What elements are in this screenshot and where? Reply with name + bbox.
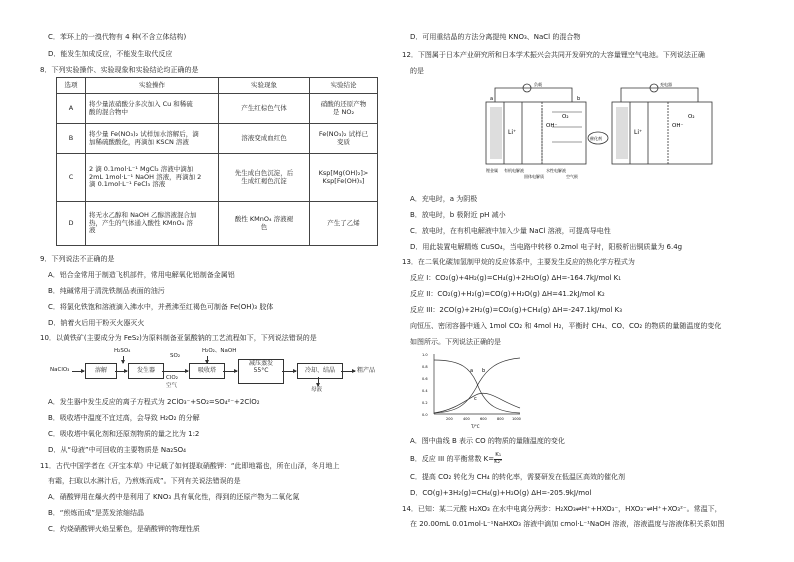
- option-text: C．苯环上的一溴代物有 4 种(不含立体结构): [48, 33, 187, 41]
- table-header-row: [57, 78, 378, 94]
- conclusion-cell: 产生了乙烯: [310, 202, 378, 246]
- option-text: A．充电时，a 为阴极: [410, 195, 478, 203]
- option-text: B．纯碱常用于清洗铁制品表面的油污: [48, 287, 165, 295]
- option-text: D．钠着火后用干粉灭火器灭火: [48, 319, 145, 327]
- option-text: A．发生器中发生反应的离子方程式为 2ClO₃⁻+SO₂=SO₄²⁻+2ClO₂: [48, 398, 260, 406]
- option-text: B．“煎炼而成”是蒸发浓缩结晶: [48, 509, 145, 517]
- diagram-label: 固体电解质: [524, 174, 544, 179]
- diagram-label: 负载: [534, 82, 542, 87]
- curve-c-label: c: [474, 396, 477, 402]
- option-text: A．图中曲线 B 表示 CO 的物质的量随温度的变化: [410, 437, 565, 445]
- flow-start-label: NaClO₃: [50, 367, 70, 373]
- table-row: [57, 94, 378, 124]
- flow-box-evaporation: 减压蒸发 55°C: [238, 359, 284, 384]
- curve-b: [434, 358, 520, 413]
- option-text: D．用此装置电解精炼 CuSO₄，当电路中转移 0.2mol 电子时，阳极析出铜质量为 6.4g: [410, 243, 683, 251]
- conclusion-cell: Ksp[Mg(OH)₂]> Ksp[Fe(OH)₃]: [310, 154, 378, 202]
- table-row: [57, 124, 378, 154]
- question-8-stem: 8．下列实验操作、实验现象和实验结论均正确的是: [40, 66, 199, 74]
- option-text: C．将氯化铁饱和溶液滴入沸水中，并煮沸至红褐色可制备 Fe(OH)₃ 胶体: [48, 303, 274, 311]
- diagram-label: 空气极: [566, 174, 578, 179]
- option-text: C．放电时，在有机电解液中加入少量 NaCl 溶液，可提高导电性: [410, 227, 611, 235]
- question-14-stem-cont: 在 20.00mL 0.01mol·L⁻¹NaHXO₃ 溶液中滴加 cmol·L⁻¹NaOH 溶液，溶液温度与溶液体积关系如图: [410, 520, 725, 528]
- table-header: 实验现象: [219, 78, 310, 94]
- table-header: 选项: [57, 78, 86, 94]
- y-tick-label: 1.0: [422, 353, 428, 357]
- flow-arrow: [223, 371, 237, 372]
- reaction-equation: 反应 II：CO₂(g)+H₂(g)=CO(g)+H₂O(g) ΔH=41.2kJ/mol K₂: [410, 290, 605, 298]
- question-13-stem-cont: 向恒压、密闭容器中通入 1mol CO₂ 和 4mol H₂，平衡时 CH₄、CO、CO₂ 的物质的量随温度的变化: [410, 322, 722, 330]
- anode-label: a: [490, 96, 494, 102]
- flow-arrow: [115, 371, 127, 372]
- option-text: [410, 453, 502, 465]
- flow-end-label: 粗产品: [357, 367, 376, 374]
- hydroxide-label: OH⁻: [672, 123, 684, 129]
- x-tick-label: 1000: [512, 417, 521, 421]
- question-10-stem: 10．以黄铁矿(主要成分为 FeS₂)为原料制备亚氯酸钠的工艺流程如下，下列说法错误的是: [40, 334, 317, 342]
- reaction-equation: 反应 I：CO₂(g)+4H₂(g)=CH₄(g)+2H₂O(g) ΔH=-164.7kJ/mol K₁: [410, 274, 622, 282]
- reaction-equation: 反应 III：2CO(g)+2H₂(g)=CO₂(g)+CH₄(g) ΔH=-247.1kJ/mol K₃: [410, 306, 623, 314]
- option-text: C．提高 CO₂ 转化为 CH₄ 的转化率，需要研发在低温区高效的催化剂: [410, 473, 625, 481]
- table-header: 实验操作: [86, 78, 219, 94]
- left-column: [40, 0, 410, 562]
- option-cell: B: [57, 124, 86, 154]
- oxygen-label: O₂: [688, 114, 695, 120]
- flow-arrow: [207, 356, 208, 363]
- hydroxide-label: OH⁻: [546, 123, 558, 129]
- diagram-label: 水性电解液: [546, 168, 566, 173]
- option-cell: D: [57, 202, 86, 246]
- x-tick-label: 600: [480, 417, 487, 421]
- cathode-label: b: [577, 96, 581, 102]
- question-11-stem-cont: 有霜，扫取以水淋汁后，乃煎炼而成”。下列有关说法错误的是: [48, 477, 241, 485]
- option-text: C．吸收塔中氧化剂和还原剂物质的量之比为 1:2: [48, 430, 200, 438]
- option-text: D．可用重结晶的方法分离提纯 KNO₃、NaCl 的混合物: [410, 33, 581, 41]
- flow-intermediate-label: 空气: [166, 383, 178, 389]
- conclusion-cell: Fe(NO₃)₂ 试样已 变质: [310, 124, 378, 154]
- experiment-table: [56, 77, 378, 246]
- fraction-numerator: K₁: [495, 452, 502, 458]
- table-row: [57, 154, 378, 202]
- flow-reagent-label: H₂O₂、NaOH: [202, 348, 237, 354]
- option-text: D．从“母液”中可回收的主要物质是 Na₂SO₄: [48, 446, 186, 454]
- x-tick-label: 400: [463, 417, 470, 421]
- question-13-stem: 13．在二氧化碳加氢制甲烷的反应体系中，主要发生反应的热化学方程式为: [402, 258, 635, 266]
- question-12-stem: 12．下图属于日本产业研究所和日本学术振兴会共同开发研究的大容量锂空气电池。下列说法正确: [402, 51, 705, 59]
- x-tick-label: 200: [446, 417, 453, 421]
- flow-intermediate-label: ClO₂: [166, 375, 178, 381]
- option-text: C．灼烧硝酸钾火焰呈紫色，是硝酸钾的物理性质: [48, 525, 200, 533]
- option-text: A．硝酸钾用在爆火药中是利用了 KNO₃ 具有氧化性，得到的还原产物为二氧化氮: [48, 493, 300, 501]
- question-12-stem-cont: 的是: [410, 67, 424, 75]
- flow-reagent-label: H₂SO₄: [114, 348, 131, 354]
- option-text: D．CO(g)+3H₂(g)=CH₄(g)+H₂O(g) ΔH=-205.9kJ/mol: [410, 489, 592, 497]
- y-tick-label: 0.0: [422, 413, 428, 417]
- operation-cell: 将少量 Fe(NO₃)₂ 试样加水溶解后，滴 加稀硫酸酸化，再滴加 KSCN 溶液: [86, 124, 219, 154]
- option-text: B．放电时，b 极附近 pH 减小: [410, 211, 506, 219]
- option-text: B．吸收塔中温度不宜过高，会导致 H₂O₂ 的分解: [48, 414, 200, 422]
- y-tick-label: 0.4: [422, 389, 428, 393]
- diagram-label: 充电器: [660, 82, 672, 87]
- phenomenon-cell: 先生成白色沉淀，后 生成红褐色沉淀: [219, 154, 310, 202]
- phenomenon-cell: 产生红棕色气体: [219, 94, 310, 124]
- flow-box-absorber: 吸收塔: [189, 363, 225, 379]
- right-column: [402, 0, 772, 562]
- conclusion-cell: 硝酸的还原产物 是 NO₂: [310, 94, 378, 124]
- flow-arrow: [72, 371, 84, 372]
- x-tick-label: 800: [497, 417, 504, 421]
- phenomenon-cell: 酸性 KMnO₄ 溶液褪 色: [219, 202, 310, 246]
- flow-box-generator: 发生器: [128, 363, 164, 379]
- flow-box-crystallize: 冷却、结晶: [297, 363, 343, 379]
- diagram-label: 催化剂: [590, 136, 602, 141]
- oxygen-label: O₂: [562, 114, 569, 120]
- flow-reagent-label: SO₂: [170, 353, 181, 359]
- process-flow-diagram: [52, 348, 402, 398]
- option-text: A．铝合金常用于制造飞机部件，常用电解氧化铝制备金属铝: [48, 271, 235, 279]
- fraction-denominator: K₂²: [494, 458, 503, 465]
- curve-c: [434, 393, 520, 413]
- diagram-label: 锂金属: [486, 168, 498, 173]
- y-tick-label: 0.6: [422, 377, 428, 381]
- operation-cell: 将无水乙醇和 NaOH 乙醇溶液混合加 热，产生的气体通入酸性 KMnO₄ 溶 液: [86, 202, 219, 246]
- flow-arrow: [282, 371, 296, 372]
- question-9-stem: 9．下列说法不正确的是: [40, 255, 115, 263]
- option-cell: A: [57, 94, 86, 124]
- lithium-ion-label: Li⁺: [634, 129, 643, 136]
- option-text-prefix: B．反应 III 的平衡常数 K=: [410, 455, 495, 463]
- y-tick-label: 0.2: [422, 401, 428, 405]
- option-text: D．能发生加成反应，不能发生取代反应: [48, 50, 173, 58]
- x-axis-label: T/°C: [471, 424, 480, 429]
- flow-mother-liquor-label: 母液: [311, 387, 323, 393]
- flow-arrow: [162, 371, 188, 372]
- flow-box-dissolve: 溶解: [85, 363, 117, 379]
- option-cell: C: [57, 154, 86, 202]
- flow-arrow: [318, 377, 319, 386]
- table-header: 实验结论: [310, 78, 378, 94]
- lithium-ion-label: Li⁺: [508, 129, 517, 136]
- diagram-label: 有机电解液: [504, 168, 524, 173]
- table-row: [57, 202, 378, 246]
- operation-cell: 2 滴 0.1mol·L⁻¹ MgCl₂ 溶液中滴加 2mL 1mol·L⁻¹ NaOH 溶液，再滴加 2 滴 0.1mol·L⁻¹ FeCl₃ 溶液: [86, 154, 219, 202]
- y-tick-label: 0.8: [422, 365, 428, 369]
- flow-arrow: [341, 371, 355, 372]
- fraction: [494, 453, 502, 465]
- battery-diagram: [482, 82, 722, 182]
- flow-arrow: [123, 356, 124, 363]
- operation-cell: 将少量浓硝酸分多次加入 Cu 和稀硫 酸的混合物中: [86, 94, 219, 124]
- question-11-stem: 11．古代中国学者在《开宝本草》中记载了如何提取硝酸钾：“此即地霜也，所在山泽，冬月地上: [40, 462, 340, 470]
- question-13-stem-cont: 如图所示。下列说法正确的是: [410, 338, 501, 346]
- curve-a-label: a: [470, 368, 474, 374]
- equilibrium-chart: [416, 350, 526, 430]
- curve-b-label: b: [482, 368, 486, 374]
- phenomenon-cell: 溶液变成血红色: [219, 124, 310, 154]
- question-14-stem: 14．已知：某二元酸 H₂XO₃ 在水中电离分两步：H₂XO₃⇌H⁺+HXO₃⁻，HXO₃⁻⇌H⁺+XO₃²⁻。常温下，: [402, 505, 722, 513]
